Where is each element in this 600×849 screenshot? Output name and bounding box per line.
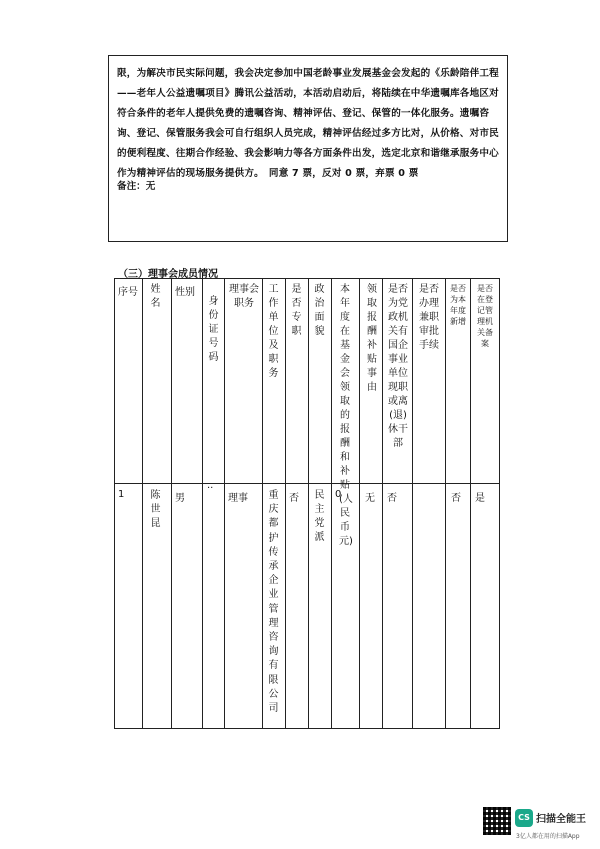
cell-registered: 是 <box>475 493 485 504</box>
section-title: （三）理事会成员情况 <box>118 269 218 280</box>
col-divider <box>331 279 332 728</box>
col-divider <box>285 279 286 728</box>
col-divider <box>445 279 446 728</box>
qr-code-icon <box>483 807 511 835</box>
col-divider <box>224 279 225 728</box>
header-id: 身份证号码 <box>208 296 219 363</box>
watermark-brand: 扫描全能王 <box>536 814 586 825</box>
cell-pay: 0 <box>335 489 342 500</box>
resolution-box <box>108 55 508 242</box>
header-no: 序号 <box>118 287 138 298</box>
cell-gender: 男 <box>175 493 185 504</box>
col-divider <box>262 279 263 728</box>
col-divider <box>382 279 383 728</box>
header-pay: 本年度在基金会领取的报酬和补贴(人民币元) <box>339 284 353 547</box>
col-divider <box>142 279 143 728</box>
resolution-paragraph: 限，为解决市民实际问题，我会决定参加中国老龄事业发展基金会发起的《乐龄陪伴工程——老年人公益遗嘱项目》腾讯公益活动，本活动启动后，将陆续在中华遗嘱库各地区对符合条件的老年人提供免费的遗嘱咨询、精神评估、登记、保管的一体化服务。遗嘱咨询、登记、保管服务我会可自行组织人员完成，精神评估经过多方比对，从价格、对市民的便利程度、往期合作经验、我会影响力等各方面条件出发，选定北京和谐继承服务中心作为精神评估的现场服务提供方。 同意 7 票，反对 0 票，弃票 0 票 <box>117 68 499 179</box>
header-pay-reason: 领取报酬补贴事由 <box>367 284 377 393</box>
col-divider <box>202 279 203 728</box>
watermark-tagline: 3亿人都在用的扫描App <box>516 833 580 840</box>
cell-role: 理事 <box>228 493 248 504</box>
header-work: 工作单位及职务 <box>268 284 279 379</box>
board-members-table <box>114 278 500 729</box>
col-divider <box>171 279 172 728</box>
camscanner-logo: CS <box>515 809 533 827</box>
cell-pay-reason: 无 <box>365 493 375 504</box>
scanner-watermark <box>483 807 600 847</box>
cell-retired: 否 <box>387 493 397 504</box>
col-divider <box>470 279 471 728</box>
col-divider <box>412 279 413 728</box>
header-approval: 是否办理兼职审批手续 <box>419 284 439 351</box>
cell-fulltime: 否 <box>289 493 299 504</box>
cell-name: 陈世昆 <box>150 490 161 529</box>
header-name: 姓名 <box>150 284 161 309</box>
header-new: 是否为本年度新增 <box>450 284 466 326</box>
row-divider <box>115 483 499 484</box>
header-role: 理事会职务 <box>229 284 259 309</box>
cell-political: 民主党派 <box>314 490 325 543</box>
cell-id: ·· <box>207 483 214 494</box>
col-divider <box>359 279 360 728</box>
col-divider <box>308 279 309 728</box>
cell-work: 重庆都护传承企业管理咨询有限公司 <box>268 490 279 715</box>
remarks: 备注：无 <box>117 181 156 192</box>
header-fulltime: 是否专职 <box>291 284 302 337</box>
header-retired: 是否为党政机关有国企事业单位现职或离(退)休干部 <box>388 284 408 449</box>
header-political: 政治面貌 <box>314 284 325 337</box>
cell-no: 1 <box>118 489 125 500</box>
header-gender: 性别 <box>175 287 195 298</box>
header-registered: 是否在登记管理机关备案 <box>477 284 493 348</box>
cell-new: 否 <box>451 493 461 504</box>
